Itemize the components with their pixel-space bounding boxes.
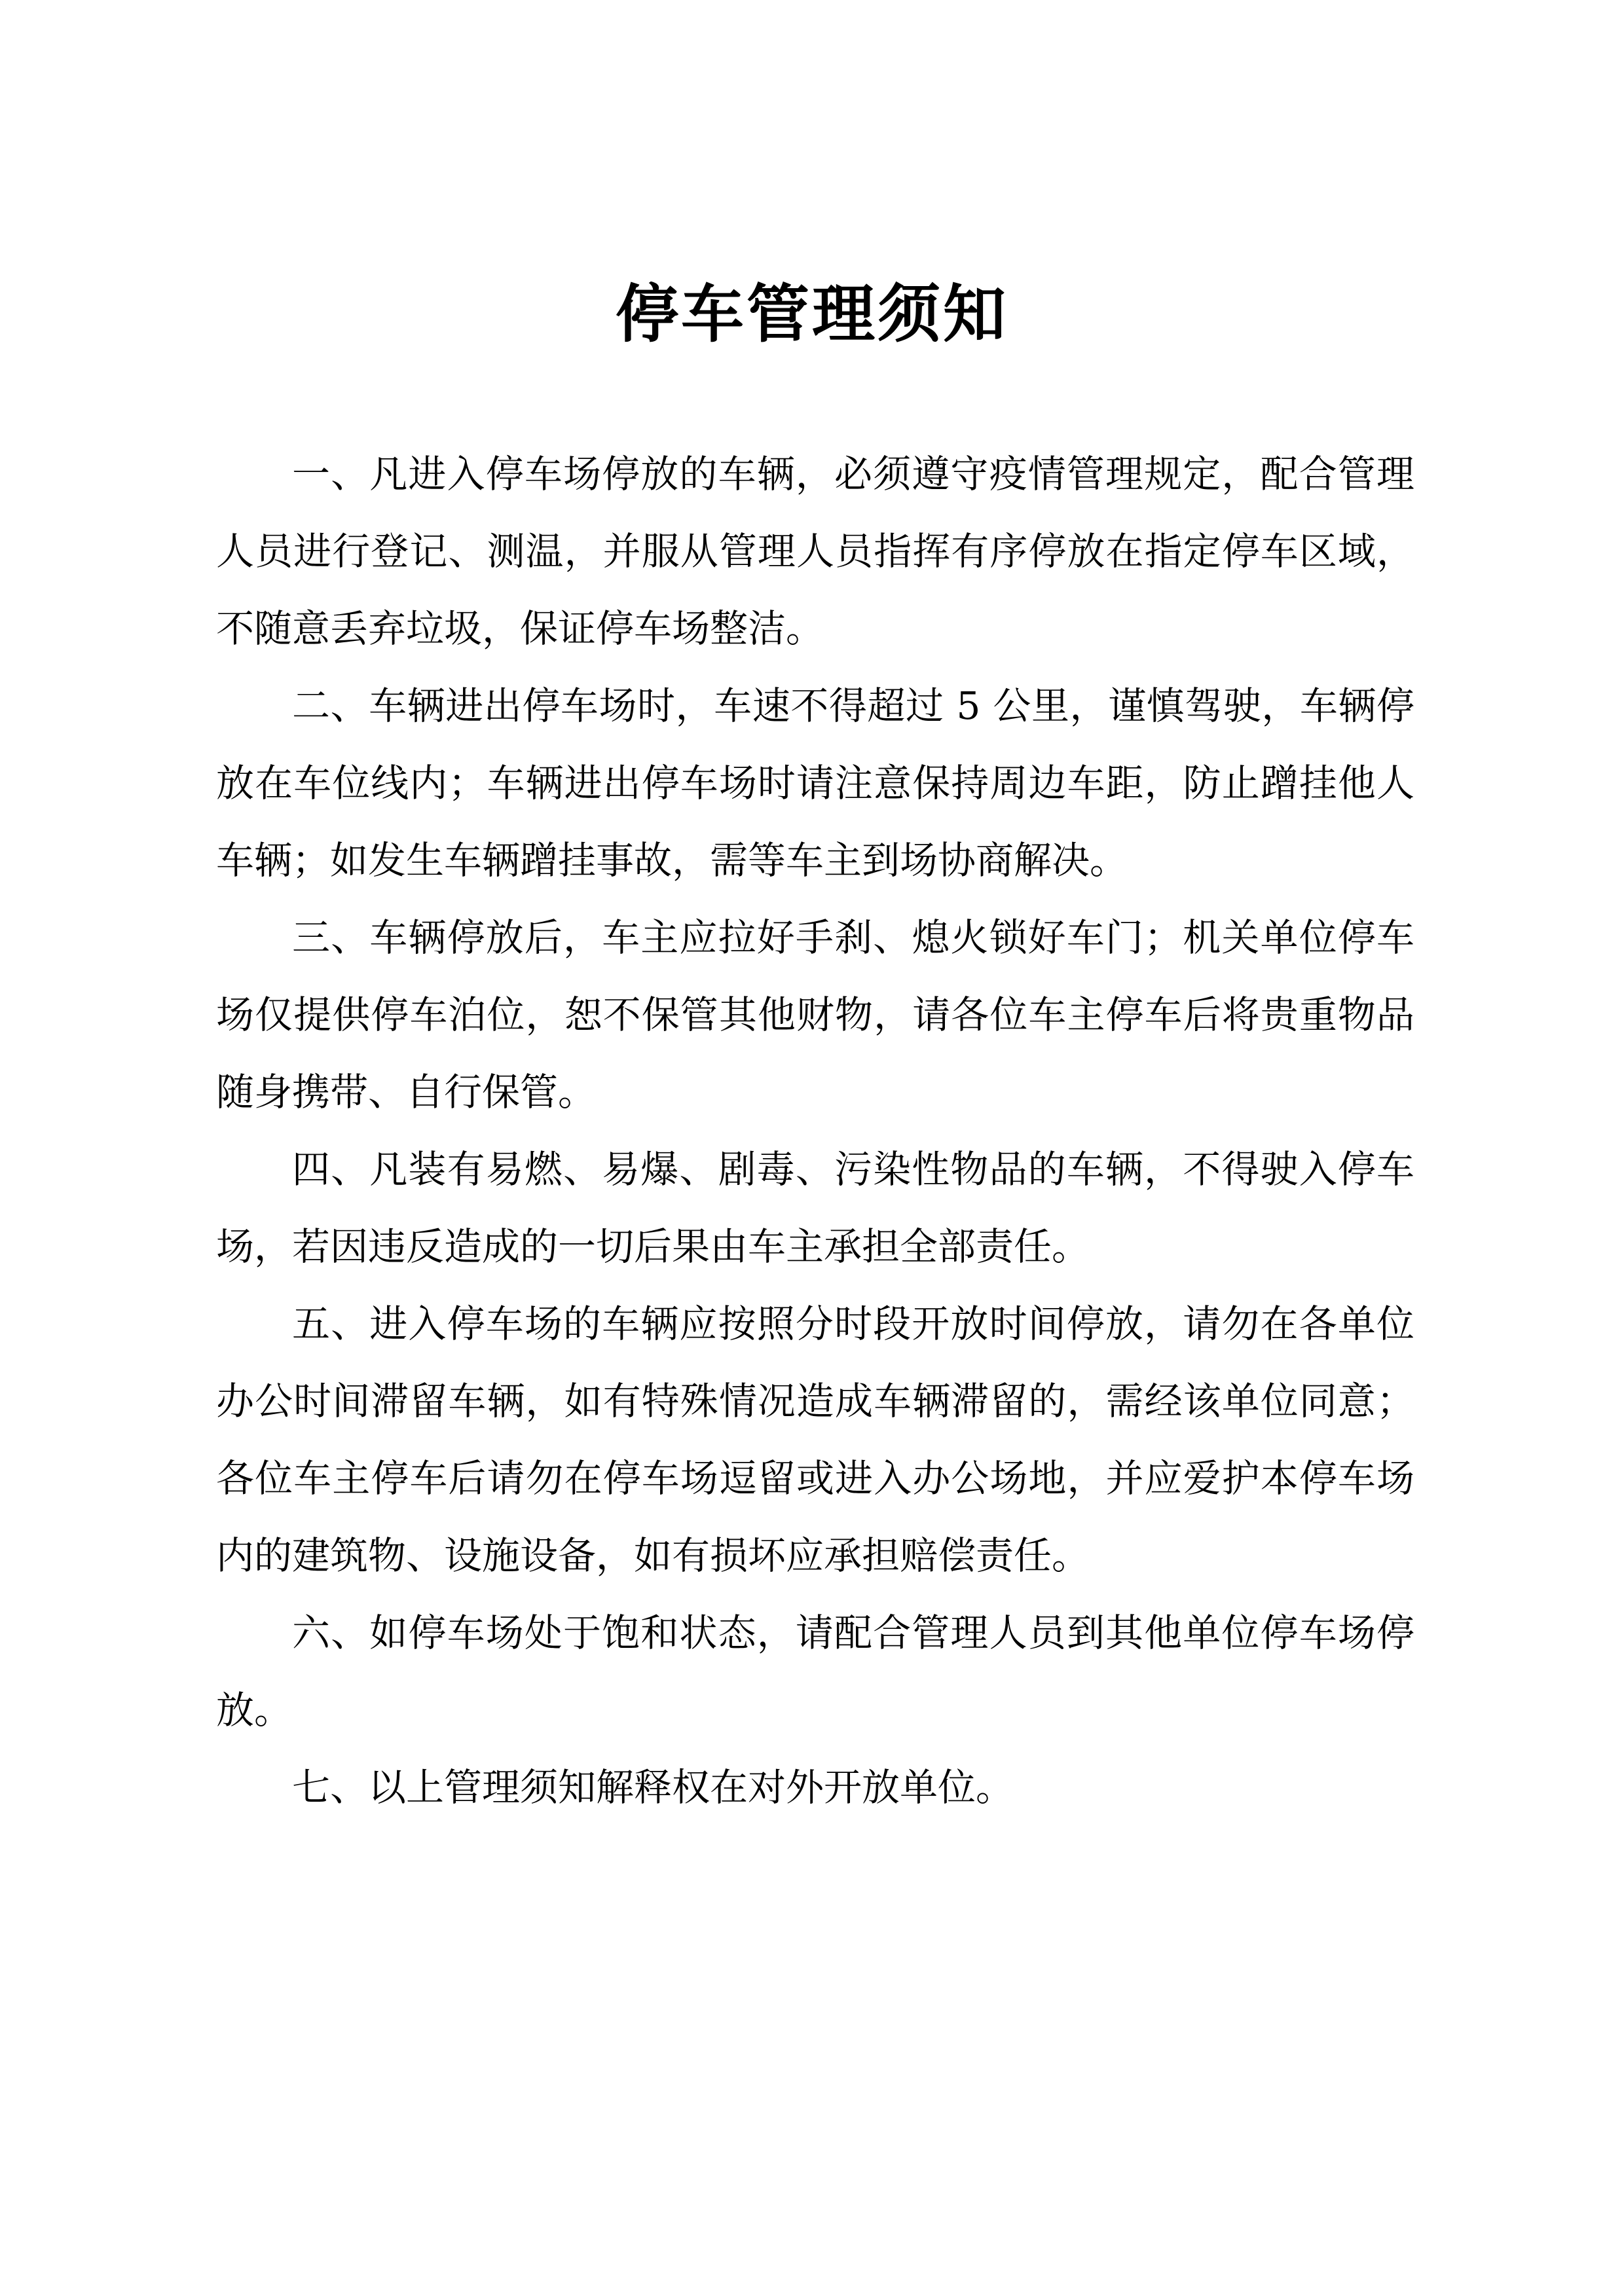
paragraph-rule-4: 四、凡装有易燃、易爆、剧毒、污染性物品的车辆，不得驶入停车场，若因违反造成的一切后果由车主承担全部责任。 xyxy=(216,1147,1414,1269)
paragraph-rule-7: 七、以上管理须知解释权在对外开放单位。 xyxy=(292,1765,1014,1810)
paragraph-rule-6: 六、如停车场处于饱和状态，请配合管理人员到其他单位停车场停放。 xyxy=(216,1611,1414,1732)
paragraph-rule-3: 三、车辆停放后，车主应拉好手刹、熄火锁好车门；机关单位停车场仅提供停车泊位，恕不保管其他财物，请各位车主停车后将贵重物品随身携带、自行保管。 xyxy=(216,915,1414,1114)
paragraph-rule-1: 一、凡进入停车场停放的车辆，必须遵守疫情管理规定，配合管理人员进行登记、测温，并服从管理人员指挥有序停放在指定停车区域，不随意丢弃垃圾，保证停车场整洁。 xyxy=(216,452,1414,651)
paragraph-rule-5: 五、进入停车场的车辆应按照分时段开放时间停放，请勿在各单位办公时间滞留车辆，如有特殊情况造成车辆滞留的，需经该单位同意；各位车主停车后请勿在停车场逗留或进入办公场地，并应爱护本停车场内的建筑物、设施设备，如有损坏应承担赔偿责任。 xyxy=(216,1302,1414,1578)
paragraph-rule-2: 二、车辆进出停车场时，车速不得超过 5 公里，谨慎驾驶，车辆停放在车位线内；车辆进出停车场时请注意保持周边车距，防止蹭挂他人车辆；如发生车辆蹭挂事故，需等车主到场协商解决。 xyxy=(216,683,1414,883)
document-body xyxy=(216,435,1414,1826)
document-title: 停车管理须知 xyxy=(616,277,1008,351)
